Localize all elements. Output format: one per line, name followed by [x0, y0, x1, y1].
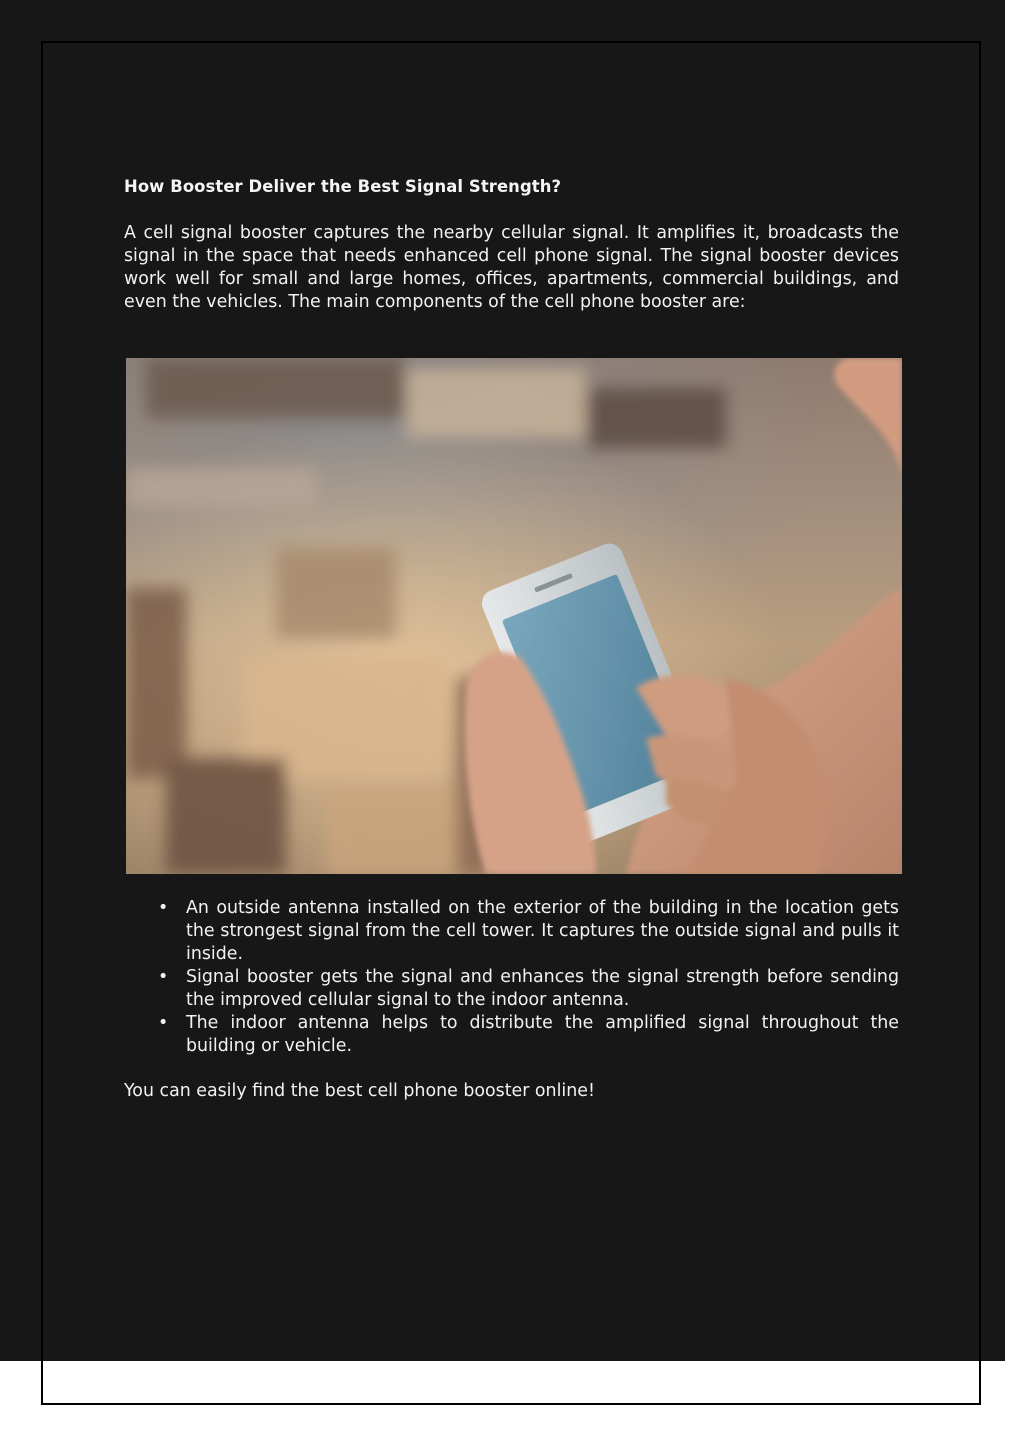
list-item	[158, 1012, 899, 1058]
list-item-text: An outside antenna installed on the exterior of the building in the location gets the strongest signal from the cell tower. It captures the outside signal and pulls it inside.	[186, 898, 899, 964]
list-item	[158, 966, 899, 1012]
section-heading: How Booster Deliver the Best Signal Strength?	[124, 177, 562, 196]
closing-paragraph: You can easily find the best cell phone booster online!	[124, 1081, 595, 1101]
list-item-text: The indoor antenna helps to distribute the amplified signal throughout the building or vehicle.	[186, 1013, 899, 1056]
bullet-icon: •	[158, 967, 169, 987]
bullet-icon: •	[158, 1013, 169, 1033]
bullet-icon: •	[158, 898, 169, 918]
intro-paragraph: A cell signal booster captures the nearby cellular signal. It amplifies it, broadcasts the signal in the space that needs enhanced cell phone signal. The signal booster devices work well for small and large homes, offices, apartments, commercial buildings, and even the vehicles. The main components of the cell phone booster are:	[124, 223, 899, 312]
list-item-text: Signal booster gets the signal and enhances the signal strength before sending the improved cellular signal to the indoor antenna.	[186, 967, 899, 1010]
components-list	[124, 897, 899, 1058]
list-item	[158, 897, 899, 966]
phone-in-hands-photo	[126, 358, 902, 874]
